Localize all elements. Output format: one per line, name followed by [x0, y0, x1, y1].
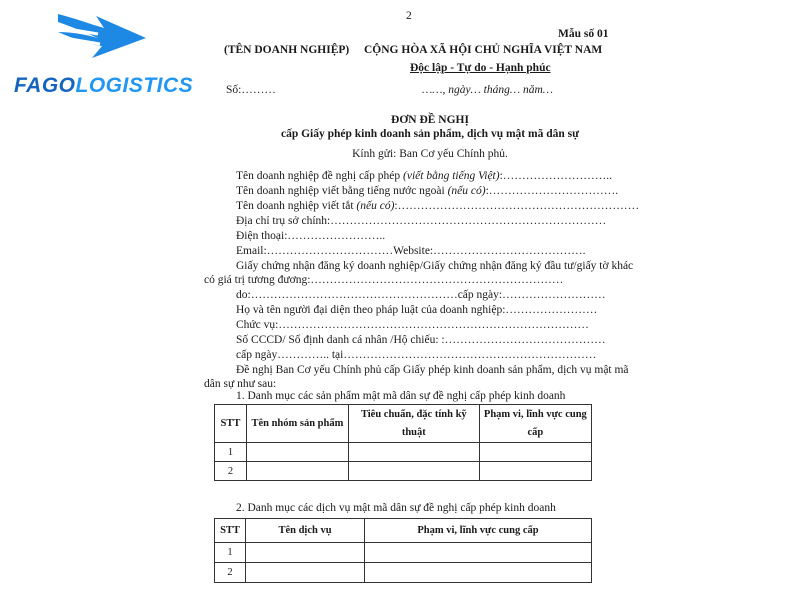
- col-scope: Phạm vi, lĩnh vực cung cấp: [365, 519, 592, 543]
- table-row: [215, 543, 592, 563]
- field-line: có giá trị tương đương:…………………………………………………………: [204, 274, 564, 286]
- products-table: [214, 404, 592, 481]
- table-row: [215, 443, 592, 462]
- document-subtitle: cấp Giấy phép kinh doanh sản phẩm, dịch vụ mật mã dân sự: [280, 128, 579, 140]
- page-number: 2: [406, 10, 412, 22]
- field-line: Email:……………………………Website:………………………………….: [236, 245, 586, 257]
- scope-cell[interactable]: [365, 543, 592, 563]
- col-stt: STT: [215, 405, 247, 443]
- section2-heading: 2. Danh mục các dịch vụ mật mã dân sự đề nghị cấp phép kinh doanh: [236, 502, 556, 514]
- field-line: do:………………………………………………cấp ngày:………………………: [236, 289, 606, 301]
- technical-spec-cell[interactable]: [348, 462, 479, 481]
- addressee: Kính gửi: Ban Cơ yếu Chính phủ.: [352, 148, 508, 160]
- field-line: Địa chỉ trụ sở chính:………………………………………………………………: [236, 215, 607, 227]
- table-row: [215, 563, 592, 583]
- field-line: Tên doanh nghiệp viết tắt (nếu có):………………………………………………………: [236, 200, 640, 212]
- scope-cell[interactable]: [365, 563, 592, 583]
- document-title: ĐƠN ĐỀ NGHỊ: [391, 114, 469, 126]
- table-row: [215, 462, 592, 481]
- product-group-cell[interactable]: [246, 443, 348, 462]
- field-line: Giấy chứng nhận đăng ký doanh nghiệp/Giấy chứng nhận đăng ký đầu tư/giấy tờ khác: [236, 260, 634, 272]
- row-stt: 2: [215, 563, 246, 583]
- document-number: Số:………: [226, 84, 276, 96]
- field-line: Đề nghị Ban Cơ yếu Chính phủ cấp Giấy phép kinh doanh sản phẩm, dịch vụ mật mã: [236, 364, 629, 376]
- service-name-cell[interactable]: [246, 543, 365, 563]
- col-technical-spec: Tiêu chuẩn, đặc tính kỹ thuật: [348, 405, 479, 443]
- technical-spec-cell[interactable]: [348, 443, 479, 462]
- field-line: dân sự như sau:: [204, 378, 277, 390]
- product-group-cell[interactable]: [246, 462, 348, 481]
- motto: Độc lập - Tự do - Hạnh phúc: [410, 62, 551, 74]
- field-line: Chức vụ:………………………………………………………………………: [236, 319, 589, 331]
- col-service-name: Tên dịch vụ: [246, 519, 365, 543]
- field-line: cấp ngày………….. tại…………………………………………………………: [236, 349, 597, 361]
- scope-cell[interactable]: [479, 443, 591, 462]
- col-product-group: Tên nhóm sản phẩm: [246, 405, 348, 443]
- field-line: Tên doanh nghiệp viết bằng tiếng nước ngoài (nếu có):…………………………….: [236, 185, 619, 197]
- section1-heading: 1. Danh mục các sản phẩm mật mã dân sự đề nghị cấp phép kinh doanh: [236, 390, 566, 402]
- field-line: Tên doanh nghiệp đề nghị cấp phép (viết bằng tiếng Việt):………………………..: [236, 170, 613, 182]
- logo-logistics: LOGISTICS: [75, 74, 194, 97]
- col-stt: STT: [215, 519, 246, 543]
- field-line: Điện thoại:……………………..: [236, 230, 386, 242]
- scope-cell[interactable]: [479, 462, 591, 481]
- form-number: Mẫu số 01: [558, 28, 609, 40]
- company-placeholder: (TÊN DOANH NGHIỆP): [224, 44, 350, 56]
- row-stt: 1: [215, 543, 246, 563]
- row-stt: 1: [215, 443, 247, 462]
- service-name-cell[interactable]: [246, 563, 365, 583]
- logo-fago: FAGO: [14, 74, 76, 97]
- field-line: Họ và tên người đại diện theo pháp luật của doanh nghiệp:……………………: [236, 304, 598, 316]
- row-stt: 2: [215, 462, 247, 481]
- col-scope: Phạm vi, lĩnh vực cung cấp: [479, 405, 591, 443]
- field-line: Số CCCD/ Số định danh cá nhân /Hộ chiếu: :……………………………………: [236, 334, 606, 346]
- services-table: [214, 518, 592, 583]
- table-header-row: [215, 405, 592, 443]
- table-header-row: [215, 519, 592, 543]
- date-line: ……, ngày… tháng… năm…: [422, 84, 553, 96]
- nation-heading: CỘNG HÒA XÃ HỘI CHỦ NGHĨA VIỆT NAM: [364, 44, 603, 56]
